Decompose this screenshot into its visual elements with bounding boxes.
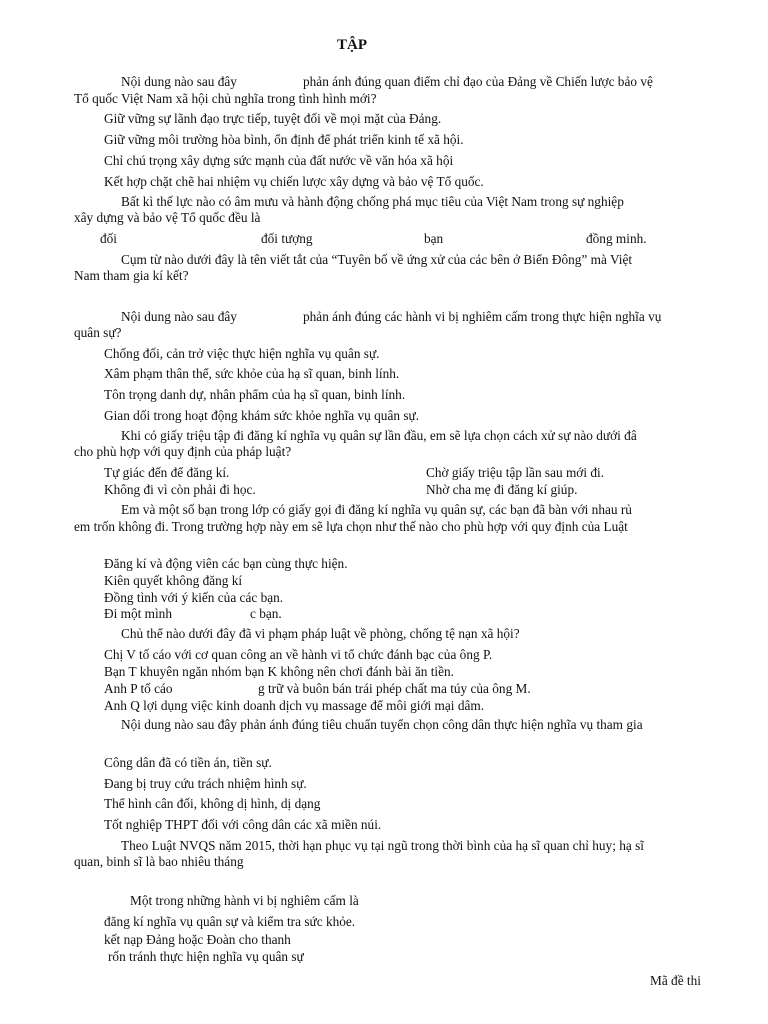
q6-option-b: Kiên quyết không đăng kí	[104, 573, 243, 588]
q2-option-d: đồng minh.	[586, 231, 647, 246]
q1-text-line2: Tổ quốc Việt Nam xã hội chủ nghĩa trong tình hình mới?	[74, 91, 377, 106]
q5-option-a: Tự giác đến để đăng kí.	[104, 465, 230, 480]
q8-option-c: Thể hình cân đối, không dị hình, dị dạng	[104, 796, 321, 811]
q7-option-b: Bạn T khuyên ngăn nhóm bạn K không nên chơi đánh bài ăn tiền.	[104, 664, 454, 679]
q10-option-a: đăng kí nghĩa vụ quân sự và kiểm tra sức khỏe.	[104, 914, 356, 929]
q1-option-b: Giữ vững môi trường hòa bình, ổn định để phát triển kinh tế xã hội.	[104, 132, 464, 147]
q5-option-b: Chờ giấy triệu tập lần sau mới đi.	[426, 465, 605, 480]
q5-option-d: Nhờ cha mẹ đi đăng kí giúp.	[426, 482, 578, 497]
q6-option-a: Đăng kí và động viên các bạn cùng thực hiện.	[104, 556, 348, 571]
q4-option-a: Chống đối, cản trở việc thực hiện nghĩa vụ quân sự.	[104, 346, 380, 361]
q2-option-a: đối	[100, 231, 117, 246]
q1-text-part1: Nội dung nào sau đây	[121, 74, 237, 89]
q9-text-line2: quan, binh sĩ là bao nhiêu tháng	[74, 854, 244, 869]
q1-option-a: Giữ vững sự lãnh đạo trực tiếp, tuyệt đối về mọi mặt của Đảng.	[104, 111, 442, 126]
page-title: TẬP	[337, 37, 367, 53]
q2-text-line1: Bất kì thế lực nào có âm mưu và hành động chống phá mục tiêu của Việt Nam trong sự nghiệp	[121, 194, 624, 209]
q1-text-part2: phản ánh đúng quan điểm chỉ đạo của Đảng về Chiến lược bảo vệ	[303, 74, 653, 89]
q4-option-d: Gian dối trong hoạt động khám sức khỏe nghĩa vụ quân sự.	[104, 408, 420, 423]
q6-text-line1: Em và một số bạn trong lớp có giấy gọi đi đăng kí nghĩa vụ quân sự, các bạn đã bàn với nhau rủ	[121, 502, 632, 517]
q4-text-part1: Nội dung nào sau đây	[121, 309, 237, 324]
q4-text-line2: quân sự?	[74, 325, 122, 340]
q1-option-d: Kết hợp chặt chẽ hai nhiệm vụ chiến lược xây dựng và bảo vệ Tổ quốc.	[104, 174, 484, 189]
q2-option-c: bạn	[424, 231, 444, 246]
q3-text-line2: Nam tham gia kí kết?	[74, 268, 189, 283]
q8-option-d: Tốt nghiệp THPT đối với công dân các xã miền núi.	[104, 817, 382, 832]
q2-option-b: đối tượng	[261, 231, 313, 246]
q8-option-a: Công dân đã có tiền án, tiền sự.	[104, 755, 272, 770]
q7-option-c-part2: g trữ và buôn bán trái phép chất ma túy của ông M.	[258, 681, 531, 696]
q1-option-c: Chỉ chú trọng xây dựng sức mạnh của đất nước về văn hóa xã hội	[104, 153, 454, 168]
q7-option-a: Chị V tố cáo với cơ quan công an về hành vi tổ chức đánh bạc của ông P.	[104, 647, 493, 662]
exam-code-label: Mã đề thi	[650, 973, 701, 988]
q7-option-c-part1: Anh P tố cáo	[104, 681, 173, 696]
q10-option-c: rốn tránh thực hiện nghĩa vụ quân sự	[108, 949, 304, 964]
q4-text-part2: phản ánh đúng các hành vi bị nghiêm cấm trong thực hiện nghĩa vụ	[303, 309, 662, 324]
q10-option-b: kết nạp Đảng hoặc Đoàn cho thanh	[104, 932, 291, 947]
q5-text-line2: cho phù hợp với quy định của pháp luật?	[74, 444, 292, 459]
q7-option-d: Anh Q lợi dụng việc kinh doanh dịch vụ massage để môi giới mại dâm.	[104, 698, 485, 713]
q2-text-line2: xây dựng và bảo vệ Tổ quốc đều là	[74, 210, 261, 225]
q9-text-line1: Theo Luật NVQS năm 2015, thời hạn phục vụ tại ngũ trong thời bình của hạ sĩ quan chỉ huy; hạ sĩ	[121, 838, 644, 853]
q8-text-line1: Nội dung nào sau đây phản ánh đúng tiêu chuẩn tuyển chọn công dân thực hiện nghĩa vụ tham gia	[121, 717, 643, 732]
q5-option-c: Không đi vì còn phải đi học.	[104, 482, 256, 497]
q6-option-d-part2: c bạn.	[250, 606, 282, 621]
q5-text-line1: Khi có giấy triệu tập đi đăng kí nghĩa vụ quân sự lần đầu, em sẽ lựa chọn cách xử sự nào dưới đâ	[121, 428, 637, 443]
q10-text-line1: Một trong những hành vi bị nghiêm cấm là	[130, 893, 359, 908]
q6-option-d-part1: Đi một mình	[104, 606, 172, 621]
q3-text-line1: Cụm từ nào dưới đây là tên viết tắt của “Tuyên bố về ứng xử của các bên ở Biển Đông” mà Việt	[121, 252, 633, 267]
q6-option-c: Đồng tình với ý kiến của các bạn.	[104, 590, 284, 605]
q4-option-c: Tôn trọng danh dự, nhân phẩm của hạ sĩ quan, binh lính.	[104, 387, 406, 402]
q6-text-line2: em trốn không đi. Trong trường hợp này em sẽ lựa chọn như thế nào cho phù hợp với quy định của Luật	[74, 519, 628, 534]
q8-option-b: Đang bị truy cứu trách nhiệm hình sự.	[104, 776, 307, 791]
q7-text-line1: Chủ thể nào dưới đây đã vi phạm pháp luật về phòng, chống tệ nạn xã hội?	[121, 626, 520, 641]
q4-option-b: Xâm phạm thân thể, sức khỏe của hạ sĩ quan, binh lính.	[104, 366, 400, 381]
